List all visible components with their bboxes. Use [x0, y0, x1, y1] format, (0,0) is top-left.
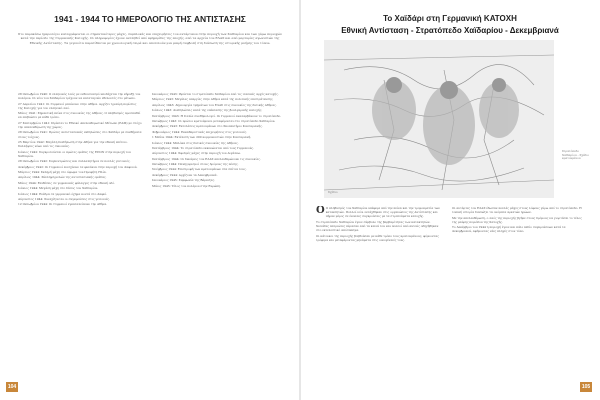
paragraph: Ο πληθυσμός του Χαϊδαρίου υπέφερε από την πείνα και την τρομοκρατία των κατακτητών. Πολλοί νέοι εντάχθηκαν στις οργανώσεις της Αντίστασης και πήραν μέρος σε ένοπλες συγκρούσεις με τα στρατεύματα κατοχής.	[325, 206, 440, 219]
entry: 28 Οκτωβρίου 1942: Συγκεντρώσεις και συλλαλητήρια σε πολλές γειτονιές.	[18, 159, 131, 164]
entry: Δεκέμβριος 1943: Εκτελέσεις κρατουμένων στο Σκοπευτήριο Καισαριανής.	[152, 124, 263, 129]
paragraph: Οι αντάρτες του ΕΛΑΣ έδωσαν πολλές μάχες στους λόφους γύρω από το στρατόπεδο. Η τοπική ιστορία διασώζει τα ονόματα αρκετών ηρώων.	[452, 206, 582, 215]
entry: Ιούνιος 1942: Συγκροτούνται οι πρώτες ομάδες της ΕΠΟΝ στην περιοχή του Χαϊδαρίου.	[18, 149, 131, 158]
right-column-2	[452, 206, 582, 382]
paragraph: Με την απελευθέρωση, ο λαός της περιοχής βγήκε στους δρόμους να γιορτάσει το τέλος της μαύρης περιόδου της Κατοχής.	[452, 215, 582, 224]
entry: Οκτώβριος 1943: Οι πρώτοι κρατούμενοι μεταφέρονται στο στρατόπεδο Χαϊδαρίου.	[152, 118, 276, 123]
left-column-1	[18, 92, 142, 388]
entry: Ιούνιος 1944: Μπλόκα στις δυτικές συνοικίες της Αθήνας.	[152, 140, 239, 145]
paragraph: Οι κάτοικοι της περιοχής βοηθούσαν με κάθε τρόπο τους κρατουμένους, φέρνοντας τρόφιμα και μεταφέροντας μηνύματα στις οικογένειές τους.	[316, 233, 439, 242]
entry: Δεκέμβριος 1944: Αρχίζουν τα Δεκεμβριανά.	[152, 172, 218, 177]
entry: Μάρτιος 1943: Μεγάλες απεργίες στην Αθήνα κατά της πολιτικής επιστράτευσης.	[152, 97, 274, 102]
entry: Ιούλιος 1944: Ενέδρα σε γερμανικό όχημα κοντά στο Δαφνί.	[18, 191, 108, 196]
entry: Μάιος 1941: Σημαντική πείνα στις συνοικίες της Αθήνας. Ο πληθυσμός προσπαθεί να επιβιώσει με κάθε τρόπο.	[18, 111, 141, 120]
entry: Μάιος 1944: Επιθέσεις σε γερμανικές φάλαγγες στην εθνική οδό.	[18, 180, 115, 185]
entry: 27 Σεπτεμβρίου 1941: Ιδρύεται το Εθνικό Απελευθερωτικό Μέτωπο (ΕΑΜ) με στόχο την απελευθέρωση της χώρας.	[18, 120, 142, 129]
entry: Ιούνιος 1944: Μεγάλη μάχη στο δάσος του Χαϊδαρίου.	[18, 186, 99, 191]
left-page-intro: Στο παρακάτω ημερολόγιο καταγράφονται οι σημαντικότερες μάχες, συμπλοκές και επιχειρήσεις του αντάρτικου στην περιοχή των Χαϊδαρίου και των γύρω περιοχών κατά την περίοδο της Γερμανικής Κατοχής. Οι πληροφορίες έχουν αντληθεί από εφημερίδες της εποχής, από τα αρχεία του ΕΛΑΣ και από μαρτυρίες αγωνιστών της Εθνικής Αντίστασης. Τα γεγονότα παρατίθενται με χρονολογική σειρά και αποτελούν μια μικρή συμβολή στη διάσωση της ιστορικής μνήμης του τόπου.	[18, 32, 282, 45]
drop-cap: Ο	[316, 206, 325, 216]
paragraph: Το Δεκέμβριο του 1944 η περιοχή έγινε και πάλι πεδίο συγκρούσεων κατά τα Δεκεμβριανά, αφήνοντας νέες πληγές στον τόπο.	[452, 225, 566, 234]
entry: Σεπτέμβριος 1944: Το στρατόπεδο εκκενώνεται από τους Γερμανούς.	[152, 145, 254, 150]
entry: Απρίλιος 1943: Δημιουργία τμημάτων του ΕΛΑΣ στις συνοικίες της δυτικής Αθήνας.	[152, 102, 277, 107]
entry: Φεβρουάριος 1944: Εκκαθαριστικές επιχειρήσεις στις γειτονιές.	[152, 129, 248, 134]
entry: Σεπτέμβριος 1944: Οι δυνάμεις του ΕΛΑΣ απελευθερώνουν τις συνοικίες.	[152, 156, 261, 161]
entry: 12 Οκτωβρίου 1944: Οι Γερμανοί εγκαταλείπουν την Αθήνα.	[18, 202, 108, 207]
paragraph: Το στρατόπεδο Χαϊδαρίου έγινε σύμβολο της βαρβαρότητας των κατακτητών. Χιλιάδες πατριώτες πέρασαν από τα κελιά του και πολλοί από αυτούς οδηγήθηκαν στο εκτελεστικό απόσπασμα.	[316, 219, 439, 233]
right-column-1	[316, 206, 444, 388]
entry: Ιανουάριος 1943: Ιδρύεται το στρατόπεδο Χαϊδαρίου από τις ιταλικές αρχές κατοχής.	[152, 92, 279, 96]
entry: Ιούλιος 1943: Διαδηλώσεις κατά της επέκτασης της βουλγαρικής κατοχής.	[152, 108, 263, 113]
page-number-left: 104	[7, 384, 17, 390]
page-number-right: 105	[581, 384, 591, 390]
entry: Νοέμβριος 1944: Επιστροφή των κρατουμένων στα σπίτια τους.	[152, 167, 247, 172]
entry: 28 Οκτωβρίου 1941: Πρώτες αντιστασιακές εκδηλώσεις στο Χαϊδάρι με συνθήματα στους τοίχους.	[18, 130, 142, 139]
right-page	[300, 0, 600, 400]
right-page-title: Το Χαϊδάρι στη Γερμανική ΚΑΤΟΧΗ	[383, 14, 517, 23]
entry: Αύγουστος 1944: Σφοδρές μάχες στην περιοχή του Αιγάλεω.	[152, 151, 241, 156]
entry: Οκτώβριος 1944: Πανηγυρισμοί στους δρόμους της πόλης.	[152, 162, 239, 167]
entry: Αύγουστος 1944: Συνεχίζονται οι συγκρούσεις στις γειτονιές.	[18, 196, 111, 201]
entry: 27 Απριλίου 1941: Οι Γερμανοί μπαίνουν στην Αθήνα. Αρχίζει η μαύρη περίοδος της Κατοχής για τον ελληνικό λαό.	[18, 101, 137, 110]
entry: Απρίλιος 1944: Σύλληψη μελών της αντιστασιακής ομάδας.	[18, 175, 107, 180]
entry: Ιανουάριος 1945: Συμφωνία της Βάρκιζας.	[152, 178, 216, 183]
image-caption: Στρατόπεδο Χαϊδαρίου - Σχέδιο κρατουμένου	[562, 149, 589, 161]
left-column-2	[152, 92, 282, 388]
image-inline-caption: Σχέδιο	[328, 190, 338, 194]
entry: Μάρτιος 1944: Σκληρή μάχη στο ύψωμα του Προφήτη Ηλία.	[18, 169, 107, 174]
camp-drawing-image	[324, 40, 554, 198]
entry: Δεκέμβριος 1942: Οι Γερμανοί ενισχύουν τα φυλάκια στην περιοχή του Δαφνιού.	[18, 164, 138, 169]
entry: 25 Μαρτίου 1942: Μεγάλη διαδήλωση στην Αθήνα για την εθνική επέτειο. Συλλήψεις νέων από τις συνοικίες.	[18, 139, 128, 149]
entry: 28 Οκτωβρίου 1940: Ο ελληνικός λαός με ενθουσιασμό υποδέχεται την κήρυξη του πολέμου. Οι νέοι του Χαϊδαρίου τρέχουν να καταταγούν εθελοντές στο μέτωπο.	[18, 92, 141, 101]
entry: 1 Μαΐου 1944: Εκτέλεση των 200 κομμουνιστών στην Καισαριανή.	[152, 135, 252, 140]
entry: Σεπτέμβριος 1943: Η Ιταλία συνθηκολογεί. Οι Γερμανοί αναλαμβάνουν το στρατόπεδο.	[152, 113, 282, 118]
entry: Μάιος 1945: Τέλος του πολέμου στην Ευρώπη.	[152, 183, 221, 188]
right-page-subtitle: Εθνική Αντίσταση - Στρατόπεδο Χαϊδαρίου - Δεκεμβριανά	[341, 26, 559, 35]
left-page-title: 1941 - 1944 ΤΟ ΗΜΕΡΟΛΟΓΙΟ ΤΗΣ ΑΝΤΙΣΤΑΣΗΣ	[54, 14, 246, 24]
sketch-illustration	[324, 40, 554, 198]
